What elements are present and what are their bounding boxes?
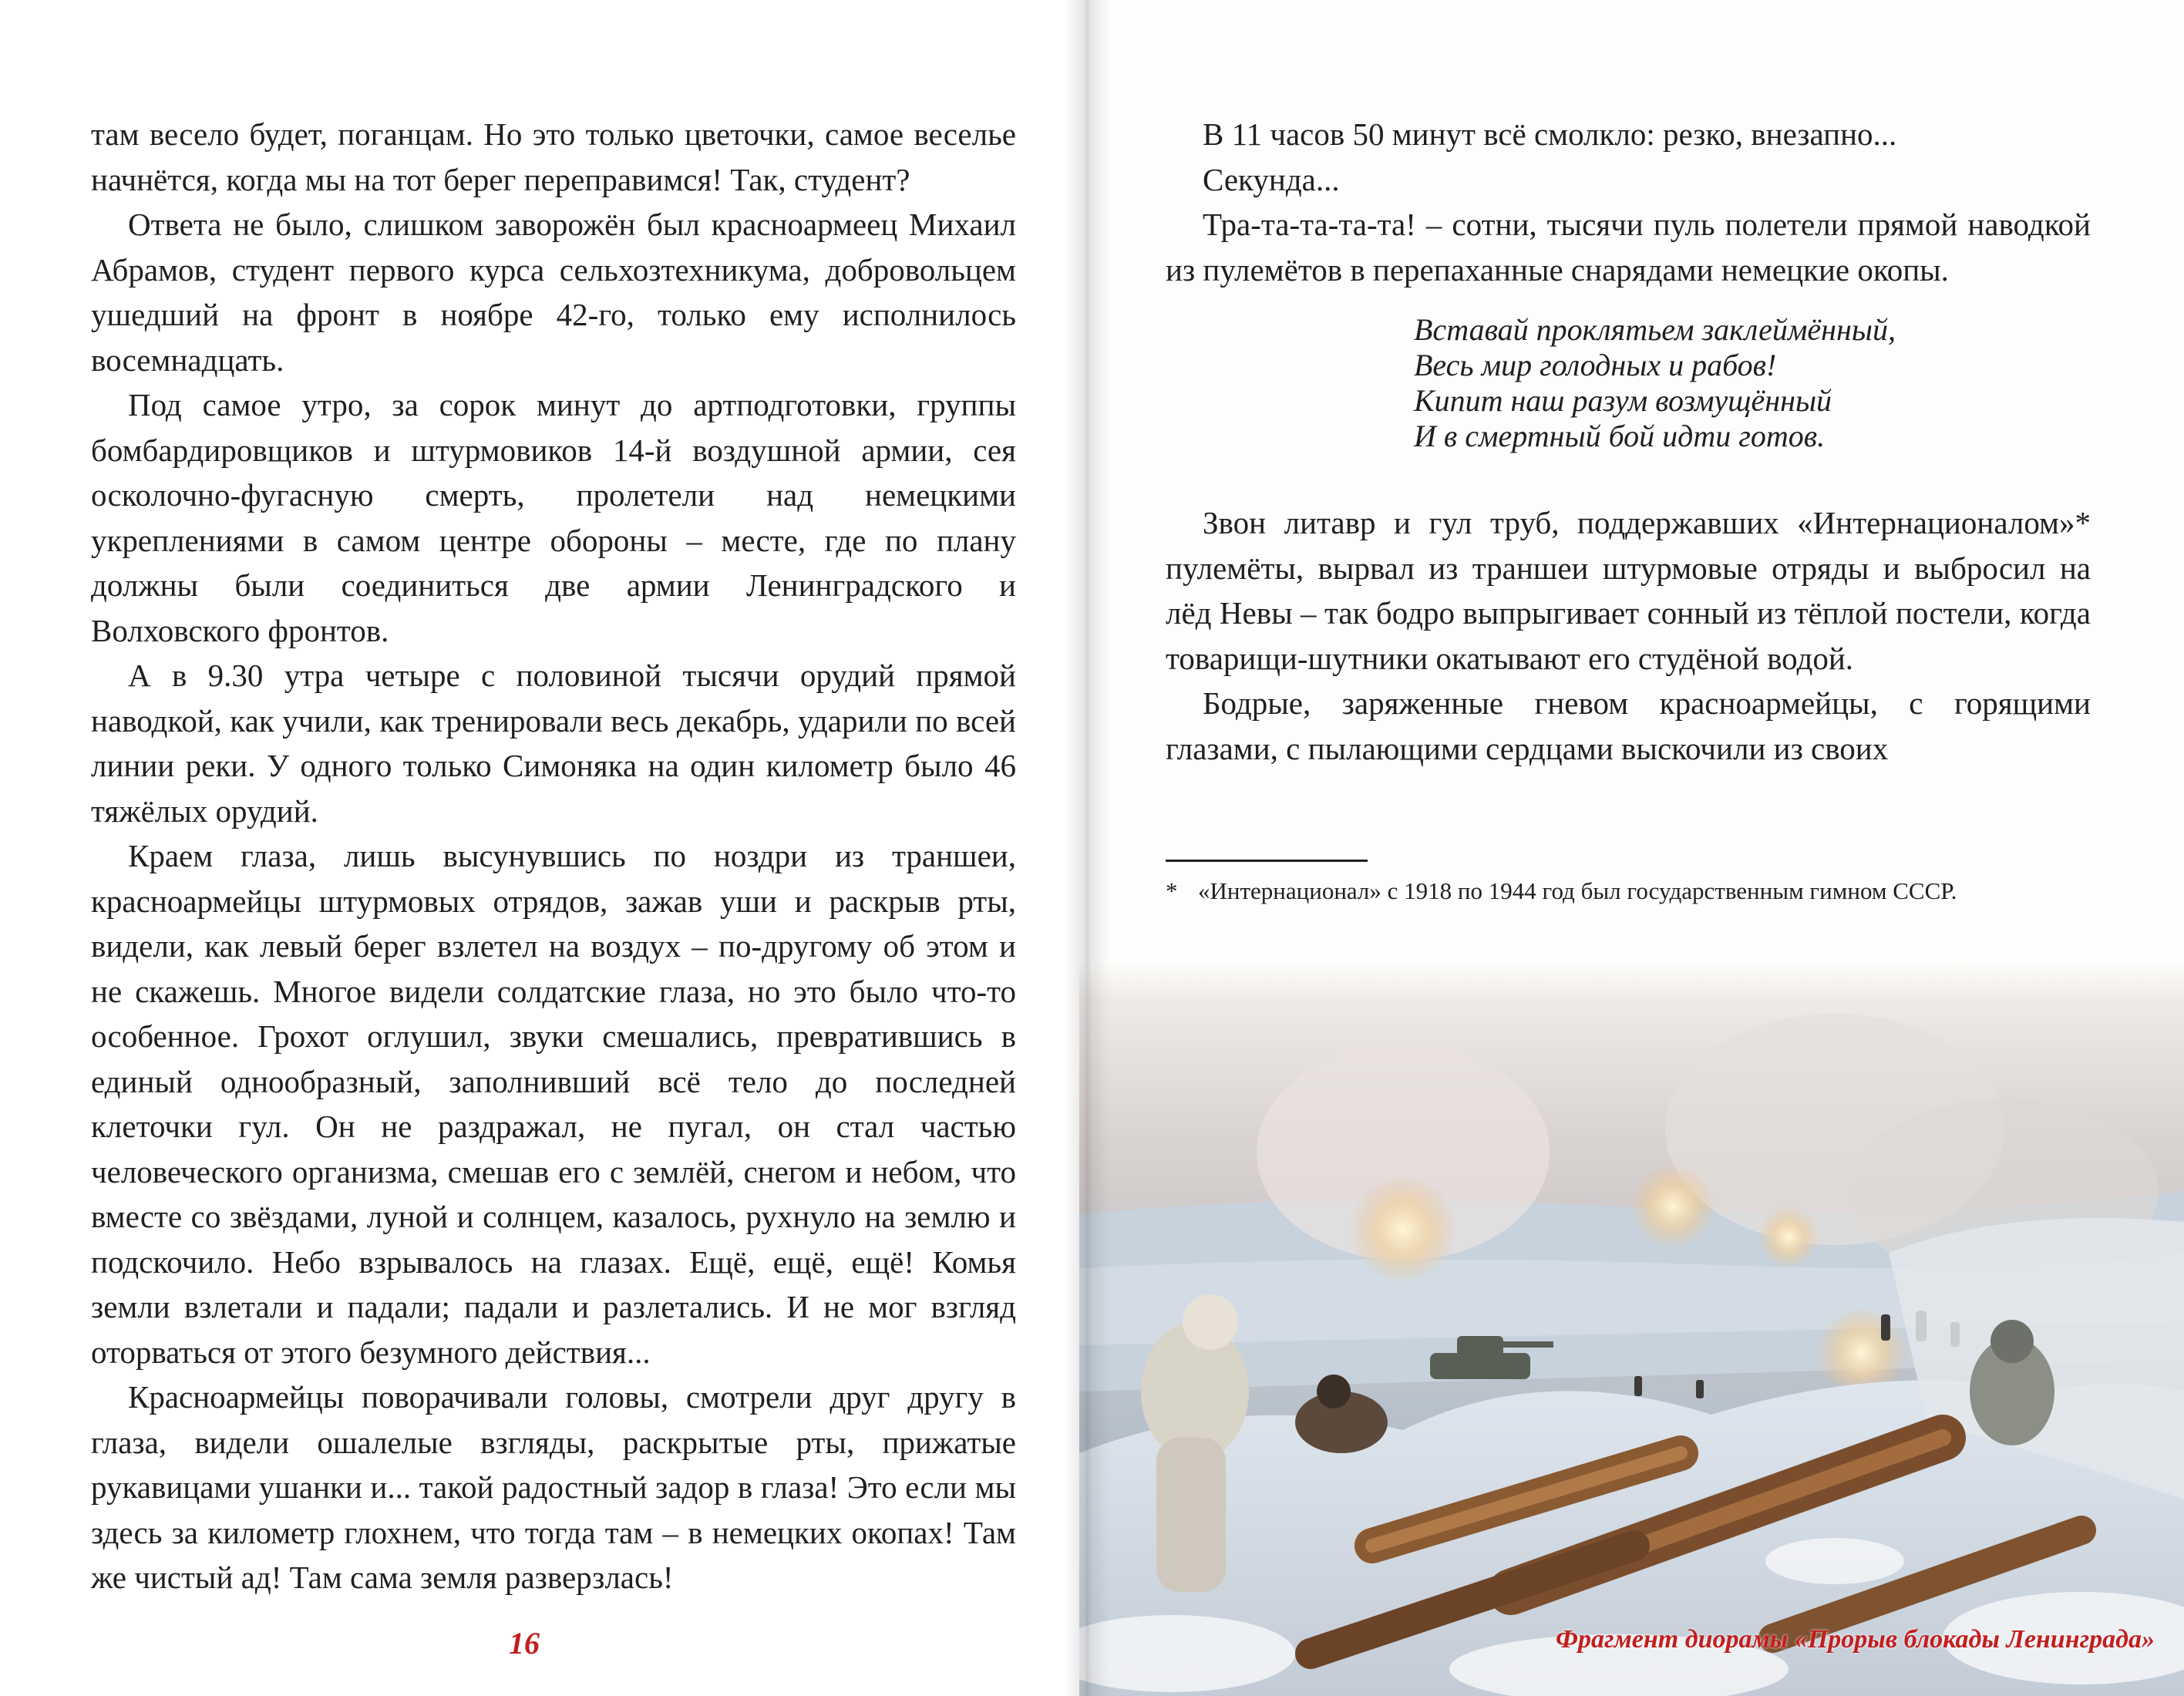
diorama-illustration [1079, 960, 2184, 1696]
footnote-divider [1166, 860, 1368, 862]
poem-line: И в смертный бой идти готов. [1414, 419, 1826, 453]
paragraph: Краем глаза, лишь высунувшись по ноздри из траншеи, красноармейцы штурмовых отрядов, зажав уши и раскрыв рты, видели, как левый берег взлетел на воздух – по-другому об этом и не скажешь. Многое видели солдатские глаза, но это было что-то особенное. Грохот оглушил, звуки смешались, превратившись в единый однообразный, заполнивший всё тело до последней клеточки гул. Он не раздражал, не пугал, он стал частью человеческого организма, смешав его с землёй, снегом и небом, что вместе со звёздами, луной и солнцем, казалось, рухнуло на землю и подскочило. Небо взрывалось на глазах. Ещё, ещё, ещё! Комья земли взлетали и падали; падали и разлетались. И не мог взгляд оторваться от этого безумного действия... [91, 838, 1016, 1370]
diorama-image [1079, 960, 2184, 1696]
paragraph: Ответа не было, слишком заворожён был красноармеец Михаил Абрамов, студент первого курса сельхозтехникума, добровольцем ушедший на фронт в ноябре 42-го, только ему исполнилось восемнадцать. [91, 207, 1016, 378]
paragraph: Звон литавр и гул труб, поддержавших «Интернационалом»* пулемёты, вырвал из траншеи штурмовые отряды и выбросил на лёд Невы – так бодро выпрыгивает сонный из тёплой постели, когда товарищи-шутники окатывают его студёной водой. [1166, 505, 2091, 676]
footnote [1166, 877, 2114, 905]
right-page [1079, 0, 2184, 1696]
paragraph: Красноармейцы поворачивали головы, смотрели друг другу в глаза, видели ошалелые взгляды, раскрытые рты, прижатые рукавицами ушанки и... такой радостный задор в глаза! Это если мы здесь за километр глохнем, что тогда там – в немецких окопах! Там же чистый ад! Там сама земля разверзлась! [91, 1379, 1016, 1595]
book-spine-shadow [1064, 0, 1110, 1696]
paragraph: Секунда... [1203, 161, 1340, 197]
paragraph: В 11 часов 50 минут всё смолкло: резко, внезапно... [1203, 116, 1897, 152]
footnote-mark: * [1166, 877, 1178, 904]
left-page-text [91, 112, 1016, 1600]
paragraph: там весело будет, поганцам. Но это только цветочки, самое веселье начнётся, когда мы на тот берег переправимся! Так, студент? [91, 116, 1016, 197]
left-page [0, 0, 1079, 1696]
poem-line: Весь мир голодных и рабов! [1414, 348, 1777, 382]
right-page-text [1166, 112, 2091, 771]
page-number: 16 [509, 1626, 540, 1661]
paragraph: Под самое утро, за сорок минут до артподготовки, группы бомбардировщиков и штурмовиков 14-й воздушной армии, сея осколочно-фугасную смерть, пролетели над немецкими укреплениями в самом центре обороны – месте, где по плану должны были соединиться две армии Ленинградского и Волховского фронтов. [91, 387, 1016, 648]
paragraph: Тра-та-та-та-та! – сотни, тысячи пуль полетели прямой наводкой из пулемётов в перепаханные снарядами немецкие окопы. [1166, 207, 2091, 288]
poem-stanza [1414, 312, 2091, 454]
paragraph: Бодрые, заряженные гневом красноармейцы, с горящими глазами, с пылающими сердцами выскочили из своих [1166, 685, 2091, 766]
image-caption: Фрагмент диорамы «Прорыв блокады Ленинграда» [1556, 1625, 2155, 1654]
poem-line: Кипит наш разум возмущённый [1414, 383, 1832, 418]
footnote-text: «Интернационал» с 1918 по 1944 год был государственным гимном СССР. [1198, 877, 1957, 904]
poem-line: Вставай проклятьем заклеймённый, [1414, 312, 1896, 347]
paragraph: А в 9.30 утра четыре с половиной тысячи орудий прямой наводкой, как учили, как тренировали весь декабрь, ударили по всей линии реки. У одного только Симоняка на один километр было 46 тяжёлых орудий. [91, 658, 1016, 829]
